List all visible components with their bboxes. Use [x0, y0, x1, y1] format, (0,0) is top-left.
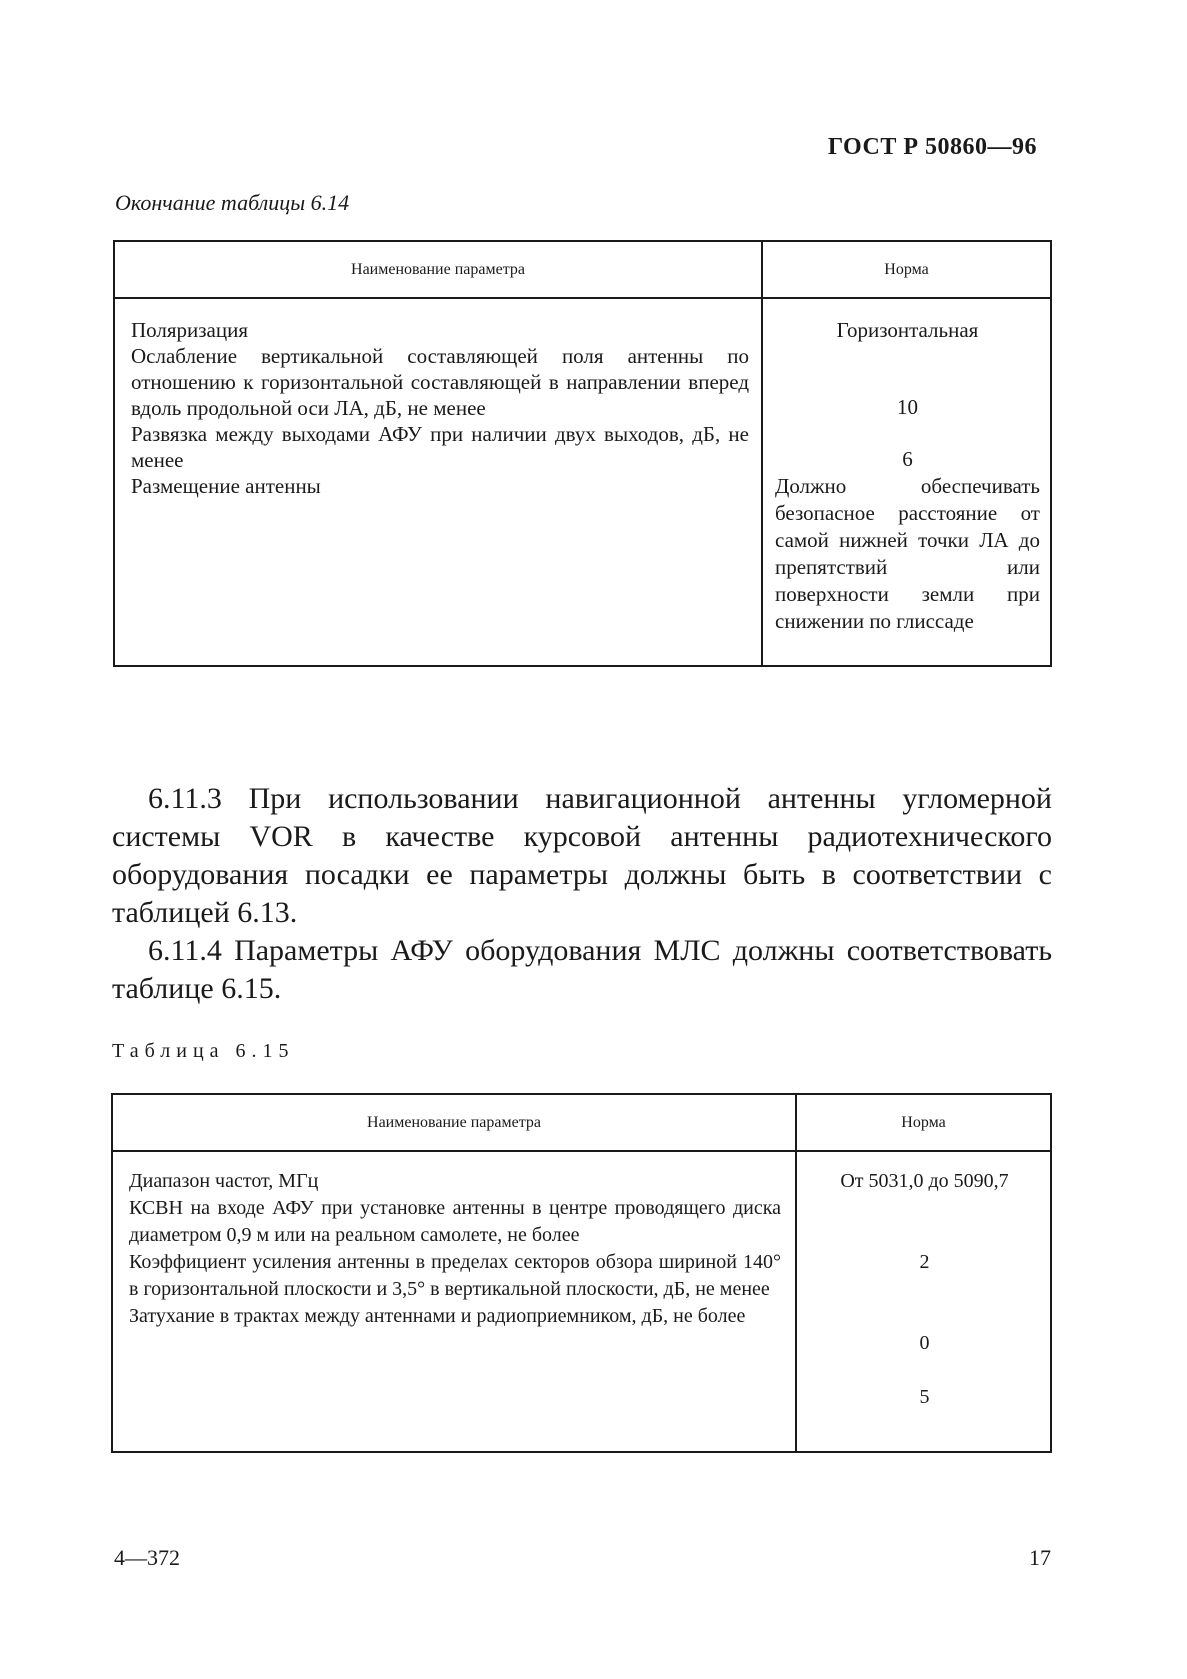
parameter-list — [114, 298, 762, 666]
body-paragraphs — [112, 780, 1052, 1008]
parameters-table-6-15 — [111, 1093, 1052, 1453]
page-number: 17 — [1029, 1545, 1051, 1570]
parameters-table-6-14 — [113, 240, 1052, 667]
norm-value: От 5031,0 до 5090,7 — [840, 1170, 1009, 1192]
column-header-parameter: Наименование параметра — [112, 1094, 796, 1151]
table-caption: Таблица 6.15 — [112, 1040, 295, 1062]
column-header-norm: Норма — [762, 241, 1051, 298]
norm-list — [762, 298, 1051, 666]
norm-value: Должно обеспечивать безопасное расстояние от самой нижней точки ЛА до препятствий или поверхности земли при снижении по глиссаде — [775, 474, 1040, 633]
parameter-item: Диапазон частот, МГц — [129, 1170, 319, 1192]
paragraph: 6.11.3 При использовании навигационной антенны угломерной системы VOR в качестве курсовой антенны радиотехнического оборудования посадки ее параметры должны быть в соответствии с таблицей 6.13. — [112, 782, 1052, 929]
table-continuation-caption: Окончание таблицы 6.14 — [115, 190, 350, 215]
norm-value: 6 — [902, 447, 913, 471]
parameter-item: Развязка между выходами АФУ при наличии двух выходов, дБ, не менее — [131, 422, 749, 472]
document-code: ГОСТ Р 50860—96 — [827, 134, 1037, 160]
parameter-list — [112, 1151, 796, 1452]
footer-sheet-code: 4—372 — [114, 1545, 180, 1570]
parameter-item: Поляризация — [131, 318, 249, 342]
parameter-item: КСВН на входе АФУ при установке антенны в центре проводящего диска диаметром 0,9 м или на реальном самолете, не более — [129, 1197, 781, 1246]
norm-list — [796, 1151, 1051, 1452]
norm-value: 10 — [897, 395, 918, 419]
parameter-item: Затухание в трактах между антеннами и радиоприемником, дБ, не более — [129, 1305, 746, 1327]
parameter-item: Размещение антенны — [131, 474, 321, 498]
column-header-parameter: Наименование параметра — [114, 241, 762, 298]
norm-value: 0 — [919, 1332, 930, 1354]
norm-value: Горизонтальная — [836, 318, 979, 342]
norm-value: 5 — [919, 1386, 930, 1408]
paragraph: 6.11.4 Параметры АФУ оборудования МЛС должны соответствовать таблице 6.15. — [112, 934, 1052, 1005]
parameter-item: Ослабление вертикальной составляющей поля антенны по отношению к горизонтальной составляющей в направлении вперед вдоль продольной оси ЛА, дБ, не менее — [131, 344, 749, 420]
norm-value: 2 — [919, 1251, 930, 1273]
column-header-norm: Норма — [796, 1094, 1051, 1151]
parameter-item: Коэффициент усиления антенны в пределах секторов обзора шириной 140° в горизонтальной плоскости и 3,5° в вертикальной плоскости, дБ, не менее — [129, 1251, 781, 1300]
